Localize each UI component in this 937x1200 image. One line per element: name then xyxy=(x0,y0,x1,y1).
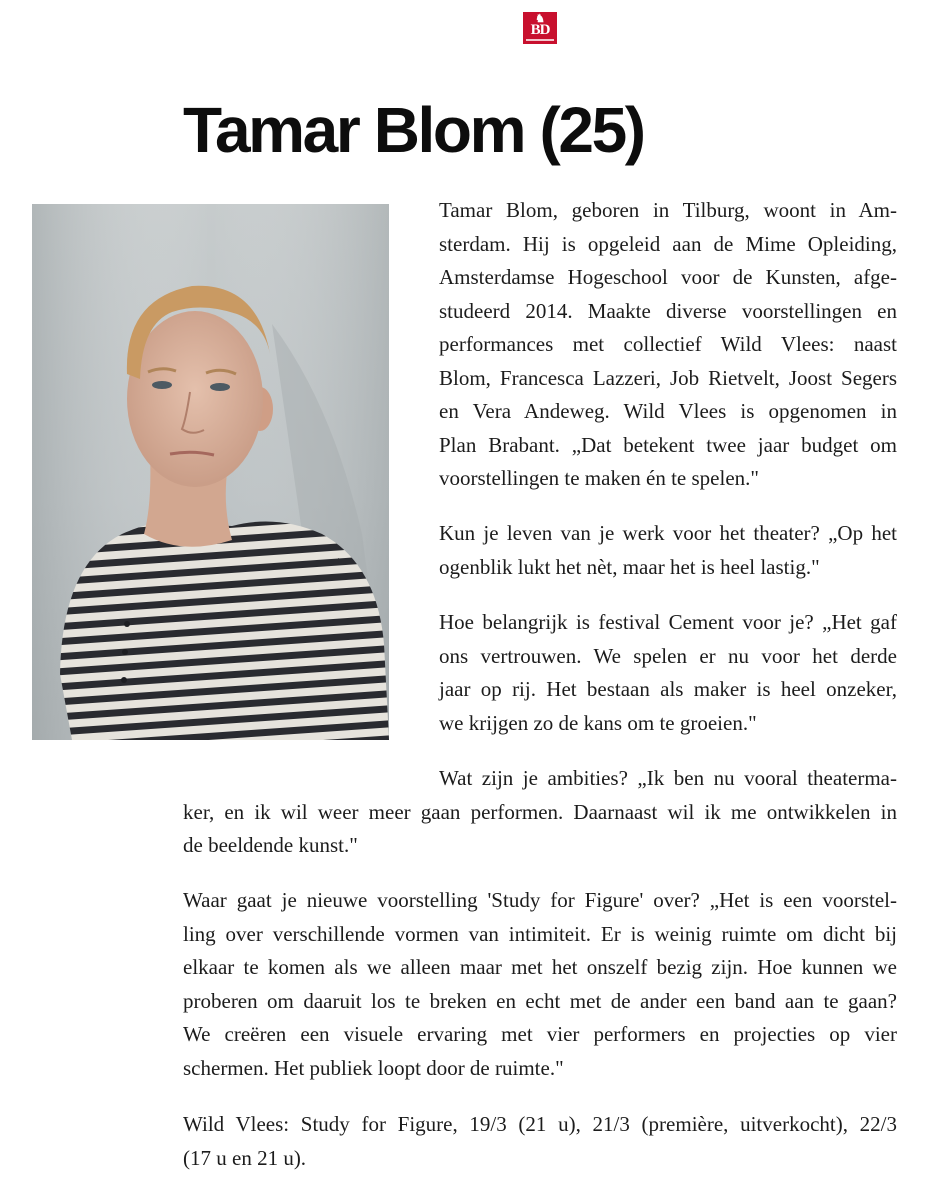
text-line: elkaar te komen als we alleen maar met het onszelf bezig zijn. Hoe kunnen we xyxy=(183,955,897,979)
bio-paragraph xyxy=(439,194,897,496)
text-line: schermen. Het publiek loopt door de ruimte." xyxy=(183,1055,564,1080)
text-line: voorstellingen te maken én te spelen." xyxy=(439,466,759,490)
text-line: jaar op rij. Het bestaan als maker is heel onzeker, xyxy=(439,677,897,701)
logo-strapline xyxy=(526,39,554,41)
text-line: we krijgen zo de kans om te groeien." xyxy=(439,710,757,735)
text-line: ogenblik lukt het nèt, maar het is heel lastig." xyxy=(439,554,820,579)
text-line: Plan Brabant. „Dat betekent twee jaar budget om xyxy=(439,432,897,457)
text-line: Hoe belangrijk is festival Cement voor je? „Het gaf xyxy=(439,610,897,634)
text-line: ling over verschillende vormen van intimiteit. Er is weinig ruimte om dicht bij xyxy=(183,921,897,946)
event-info xyxy=(183,1108,897,1175)
text-line: Waar gaat je nieuwe voorstelling 'Study for Figure' over? „Het is een voorstel- xyxy=(183,888,897,912)
text-line: sterdam. Hij is opgeleid aan de Mime Opleiding, xyxy=(439,231,897,256)
interview-paragraph-ambitions xyxy=(183,762,897,863)
text-line: studeerd 2014. Maakte diverse voorstellingen en xyxy=(439,298,897,323)
text-line: performances met collectief Wild Vlees: naast xyxy=(439,332,897,356)
text-line: We creëren een visuele ervaring met vier performers en projecties op vier xyxy=(183,1022,897,1046)
text-line: ons vertrouwen. We spelen er nu voor het derde xyxy=(439,643,897,668)
lion-crest-icon: ♞ xyxy=(535,13,545,25)
text-line: de beeldende kunst." xyxy=(183,833,358,857)
text-line: (17 u en 21 u). xyxy=(183,1145,307,1170)
text-line: ker, en ik wil weer meer gaan performen. Daarnaast wil ik me ontwikkelen in xyxy=(183,799,897,824)
logo-text: BD xyxy=(530,22,550,38)
text-line: Wat zijn je ambities? „Ik ben nu vooral theaterma- xyxy=(439,766,897,790)
portrait-photo xyxy=(32,204,389,740)
text-line: Kun je leven van je werk voor het theater? „Op het xyxy=(439,521,897,545)
text-line: Tamar Blom, geboren in Tilburg, woont in Am- xyxy=(439,198,897,222)
interview-paragraph-festival xyxy=(439,606,897,740)
interview-paragraph-income xyxy=(439,517,897,584)
text-line: en Vera Andeweg. Wild Vlees is opgenomen in xyxy=(439,399,897,423)
article-title: Tamar Blom (25) xyxy=(183,94,644,166)
text-line: proberen om daaruit los te breken en echt met de ander een band aan te gaan? xyxy=(183,988,897,1013)
newspaper-logo xyxy=(523,12,557,44)
text-line: Blom, Francesca Lazzeri, Job Rietvelt, Joost Segers xyxy=(439,365,897,390)
interview-paragraph-performance xyxy=(183,884,897,1085)
text-line: Amsterdamse Hogeschool voor de Kunsten, afge- xyxy=(439,265,897,289)
text-line: Wild Vlees: Study for Figure, 19/3 (21 u), 21/3 (première, uitverkocht), 22/3 xyxy=(183,1112,897,1136)
